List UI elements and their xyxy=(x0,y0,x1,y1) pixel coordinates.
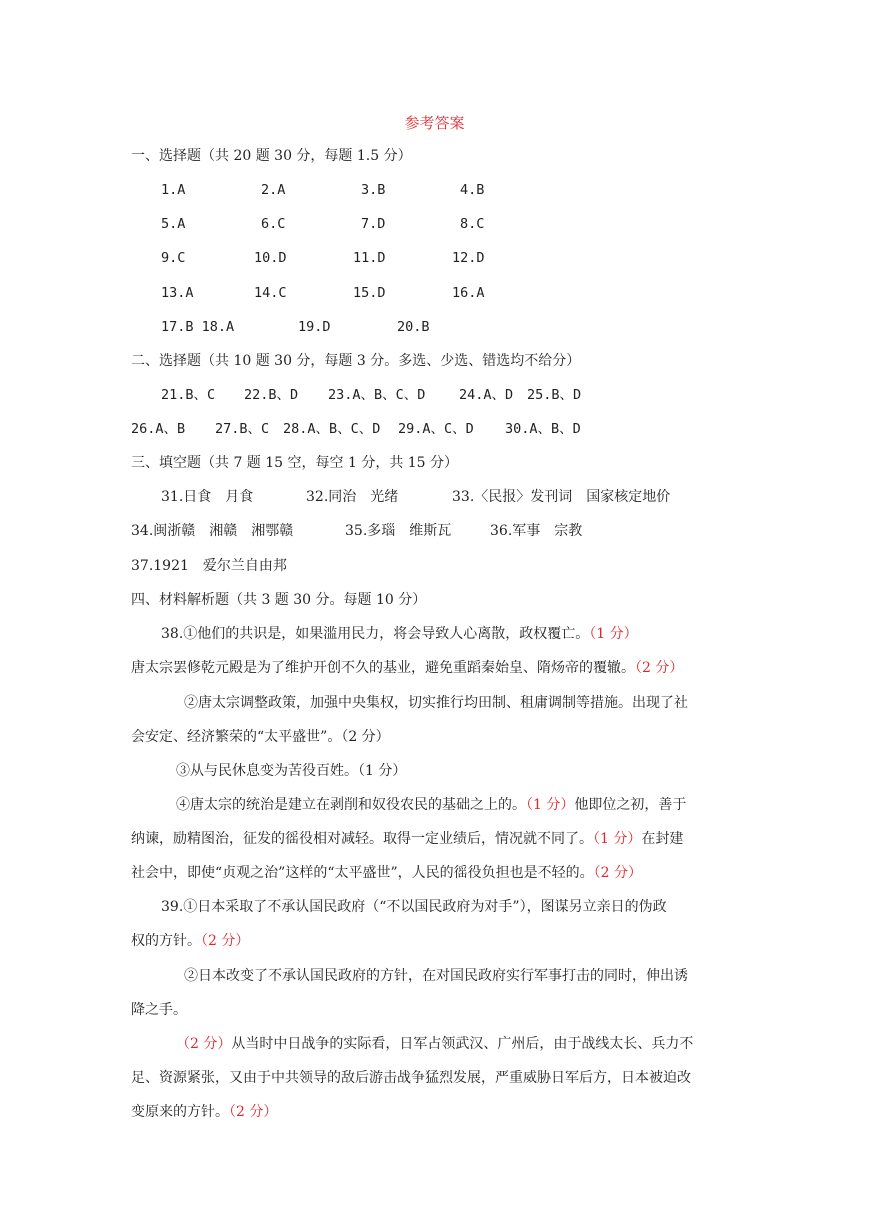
score-note: （1 分） xyxy=(526,797,575,813)
q38-text: 唐太宗罢修乾元殿是为了维护开创不久的基业，避免重蹈秦始皇、隋炀帝的覆辙。 xyxy=(131,660,635,676)
q38-line xyxy=(131,658,683,678)
q38-line: 会安定、经济繁荣的“太平盛世”。（2 分） xyxy=(131,729,390,745)
answer-6: 6.C xyxy=(261,216,286,232)
q39-line xyxy=(131,1102,277,1122)
answer-20: 20.B xyxy=(397,319,430,335)
score-note: （1 分） xyxy=(593,831,642,847)
q38-line: ③从与民休息变为苦役百姓。（1 分） xyxy=(176,763,407,779)
answer-32: 32.同治 光绪 xyxy=(306,489,399,505)
q39-line: 39.①日本采取了不承认国民政府（“不以国民政府为对手”），图谋另立亲日的伪政 xyxy=(161,899,667,915)
answer-27: 27.B、C xyxy=(215,421,270,437)
section3-heading: 三、填空题（共 7 题 15 空，每空 1 分，共 15 分） xyxy=(131,455,459,471)
answer-37: 37.1921 爱尔兰自由邦 xyxy=(131,558,287,574)
score-note: （2 分） xyxy=(593,865,642,881)
answer-22: 22.B、D xyxy=(244,387,299,403)
score-note: （2 分） xyxy=(635,660,684,676)
answer-23: 23.A、B、C、D xyxy=(328,387,426,403)
q39-line: 降之手。 xyxy=(131,1002,187,1018)
answer-8: 8.C xyxy=(460,216,485,232)
answer-7: 7.D xyxy=(361,216,386,232)
q38-line xyxy=(161,624,638,644)
answer-11: 11.D xyxy=(353,250,386,266)
answer-13: 13.A xyxy=(161,285,194,301)
q39-text: 变原来的方针。 xyxy=(131,1104,229,1120)
q38-text: 社会中，即使“贞观之治”这样的“太平盛世”，人民的徭役负担也是不轻的。 xyxy=(131,865,594,881)
answer-12: 12.D xyxy=(452,250,485,266)
q38-text: ④唐太宗的统治是建立在剥削和奴役农民的基础之上的。 xyxy=(176,797,526,813)
answer-16: 16.A xyxy=(452,285,485,301)
answer-19: 19.D xyxy=(298,319,331,335)
answer-35: 35.多瑙 维斯瓦 xyxy=(345,523,452,539)
answer-26: 26.A、B xyxy=(131,421,186,437)
q38-line xyxy=(131,829,683,849)
answer-29: 29.A、C、D xyxy=(398,421,474,437)
answer-34: 34.闽浙赣 湘赣 湘鄂赣 xyxy=(131,523,294,539)
answer-10: 10.D xyxy=(254,250,287,266)
score-note: （2 分） xyxy=(201,933,250,949)
section1-heading: 一、选择题（共 20 题 30 分，每题 1.5 分） xyxy=(131,148,412,164)
section4-heading: 四、材料解析题（共 3 题 30 分。每题 10 分） xyxy=(131,592,427,608)
answer-14: 14.C xyxy=(254,285,287,301)
q38-text: 在封建 xyxy=(641,831,684,847)
answer-17-18: 17.B 18.A xyxy=(161,319,235,335)
answer-36: 36.军事 宗教 xyxy=(490,523,583,539)
answer-30: 30.A、B、D xyxy=(505,421,581,437)
score-note: （2 分） xyxy=(176,1036,232,1052)
answer-3: 3.B xyxy=(361,182,386,198)
answer-5: 5.A xyxy=(161,216,186,232)
score-note: （2 分） xyxy=(229,1104,278,1120)
q39-line xyxy=(176,1034,693,1054)
q38-line: ②唐太宗调整政策，加强中央集权，切实推行均田制、租庸调制等措施。出现了社 xyxy=(184,695,688,711)
q38-line xyxy=(131,863,642,883)
answer-4: 4.B xyxy=(460,182,485,198)
answer-33: 33.〈民报〉发刊词 国家核定地价 xyxy=(452,489,671,505)
answer-21: 21.B、C xyxy=(161,387,216,403)
q38-text: 38.①他们的共识是，如果滥用民力，将会导致人心离散，政权覆亡。 xyxy=(161,626,590,642)
answer-1: 1.A xyxy=(161,182,186,198)
q39-line: ②日本改变了不承认国民政府的方针，在对国民政府实行军事打击的同时，伸出诱 xyxy=(184,968,688,984)
answer-24: 24.A、D xyxy=(459,387,514,403)
q38-text: 纳谏，励精图治，征发的徭役相对减轻。取得一定业绩后，情况就不同了。 xyxy=(131,831,593,847)
page-title: 参考答案 xyxy=(404,114,465,132)
q38-text: 他即位之初，善于 xyxy=(574,797,687,813)
q39-text: 权的方针。 xyxy=(131,933,201,949)
answer-28: 28.A、B、C、D xyxy=(283,421,381,437)
score-note: （1 分） xyxy=(589,626,638,642)
answer-2: 2.A xyxy=(261,182,286,198)
answer-31: 31.日食 月食 xyxy=(161,489,254,505)
answer-25: 25.B、D xyxy=(527,387,582,403)
q39-text: 从当时中日战争的实际看，日军占领武汉、广州后，由于战线太长、兵力不 xyxy=(231,1036,694,1052)
q39-line xyxy=(131,931,249,951)
q38-line xyxy=(176,795,686,815)
q39-line: 足、资源紧张，又由于中共领导的敌后游击战争猛烈发展，严重威胁日军后方，日本被迫改 xyxy=(131,1070,691,1086)
answer-9: 9.C xyxy=(161,250,186,266)
section2-heading: 二、选择题（共 10 题 30 分，每题 3 分。多选、少选、错选均不给分） xyxy=(131,353,581,369)
answer-15: 15.D xyxy=(353,285,386,301)
